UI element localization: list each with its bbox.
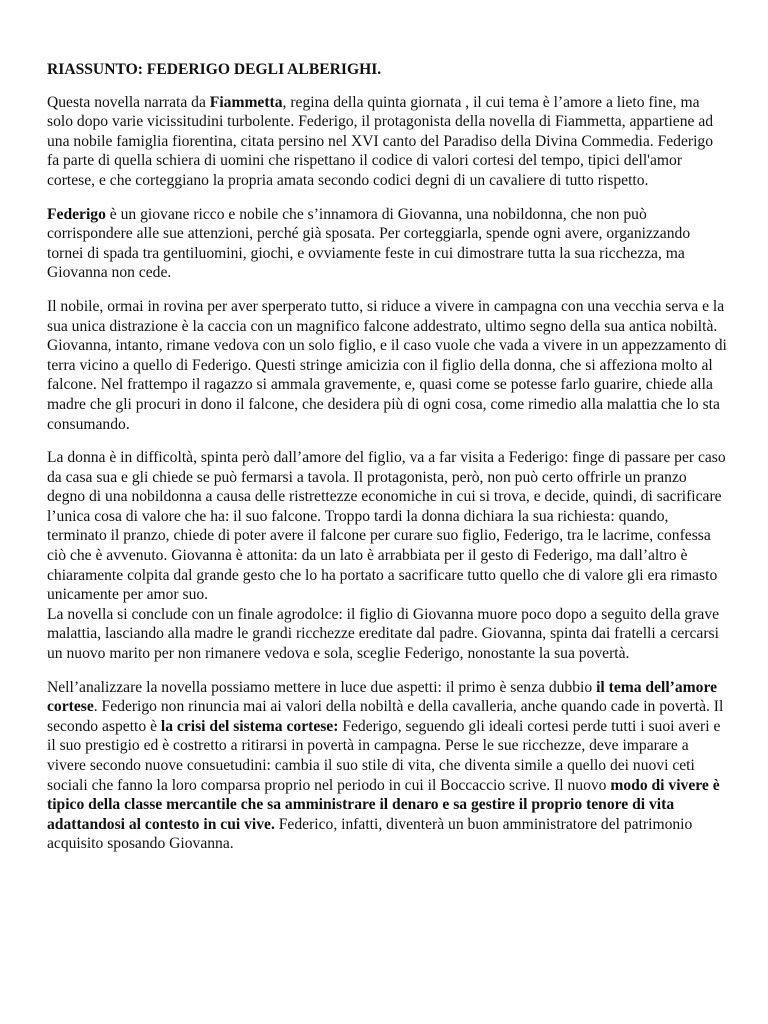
paragraph-conclusione: La novella si conclude con un finale agrodolce: il figlio di Giovanna muore poco dopo a seguito della grave malattia, lasciando alla madre le grandi ricchezze ereditate dal padre. Giovanna, spinta dai fratelli a cercarsi un nuovo marito per non rimanere vedova e sola, sceglie Federigo, nonostante la sua povertà. [47, 605, 720, 663]
bold-modo-di-vivere: modo di vivere è tipico della classe mercantile che sa amministrare il denaro e sa gestire il proprio tenore di vita adattandosi al contesto in cui vive. [47, 776, 720, 833]
bold-name-fiammetta: Fiammetta [209, 93, 283, 111]
text-run: Nell’analizzare la novella possiamo mettere in luce due aspetti: il primo è senza dubbio [47, 678, 597, 696]
paragraph-intro [47, 93, 727, 191]
text-run: Federigo, seguendo gli ideali cortesi perde tutti i suoi averi e il suo prestigio ed è costretto a ritirarsi in povertà in campagna. Perse le sue ricchezze, deve imparare a vivere secondo nuove consuetudini: cambia il suo stile di vita, che diventa simile a quello dei nuovi ceti sociali che fanno la loro comparsa proprio nel periodo in cui il Boccaccio scrive. Il nuovo [47, 717, 721, 794]
paragraph-rovina: Il nobile, ormai in rovina per aver sperperato tutto, si riduce a vivere in campagna con una vecchia serva e la sua unica distrazione è la caccia con un magnifico falcone addestrato, ultimo segno della sua antica nobiltà. Giovanna, intanto, rimane vedova con un solo figlio, e il caso vuole che vada a vivere in un appezzamento di terra vicino a quello di Federigo. Questi stringe amicizia con il figlio della donna, che si affeziona molto al falcone. Nel frattempo il ragazzo si ammala gravemente, e, quasi come se potesse farlo guarire, chiede alla madre che gli procuri in dono il falcone, che desidera più di ogni cosa, come rimedio alla malattia che lo sta consumando. [47, 297, 727, 433]
paragraph-analisi [47, 678, 727, 854]
paragraph-visita: La donna è in difficoltà, spinta però dall’amore del figlio, va a far visita a Federigo: finge di passare per caso da casa sua e gli chiede se può fermarsi a tavola. Il protagonista, però, non può certo offrirle un pranzo degno di una nobildonna a causa delle ristrettezze economiche in cui si trova, e decide, quindi, di sacrificare l’unica cosa di valore che ha: il suo falcone. Troppo tardi la donna dichiara la sua richiesta: quando, terminato il pranzo, chiede di poter avere il falcone per curare suo figlio, Federigo, tra le lacrime, confessa ciò che è avvenuto. Giovanna è attonita: da un lato è arrabbiata per il gesto di Federigo, ma dall’altro è chiaramente colpita dal grande gesto che lo ha portato a sacrificare tutto quello che di valore gli era rimasto unicamente per amor suo. [47, 449, 726, 604]
text-run: Federico, infatti, diventerà un buon amministratore del patrimonio acquisito sposando Giovanna. [47, 815, 693, 853]
bold-crisi-sistema: la crisi del sistema cortese: [160, 717, 339, 735]
text-run: Questa novella narrata da [47, 93, 210, 111]
paragraph-federigo [47, 205, 727, 283]
document-page [47, 60, 727, 868]
bold-amore-cortese: il tema dell’amore cortese [47, 678, 718, 716]
text-run: , regina della quinta giornata , il cui tema è l’amore a lieto fine, ma solo dopo varie vicissitudini turbolente. Federigo, il protagonista della novella di Fiammetta, appartiene ad una nobile famiglia fiorentina, citata persino nel XVI canto del Paradiso della Divina Commedia. Federigo fa parte di quella schiera di uomini che rispettano il codice di valori cortesi del tempo, tipici dell'amor cortese, e che corteggiano la propria amata secondo codici degni di un cavaliere di tutto rispetto. [47, 93, 714, 189]
document-title: RIASSUNTO: FEDERIGO DEGLI ALBERIGHI. [47, 61, 382, 78]
bold-name-federigo: Federigo [47, 205, 106, 223]
text-run: è un giovane ricco e nobile che s’innamora di Giovanna, una nobildonna, che non può corrispondere alle sue attenzioni, perché già sposata. Per corteggiarla, spende ogni avere, organizzando tornei di spada tra gentiluomini, giochi, e ovviamente feste in cui dimostrare tutta la sua ricchezza, ma Giovanna non cede. [47, 205, 691, 282]
text-run: . Federigo non rinuncia mai ai valori della nobiltà e della cavalleria, anche quando cade in povertà. Il secondo aspetto è [47, 698, 724, 735]
